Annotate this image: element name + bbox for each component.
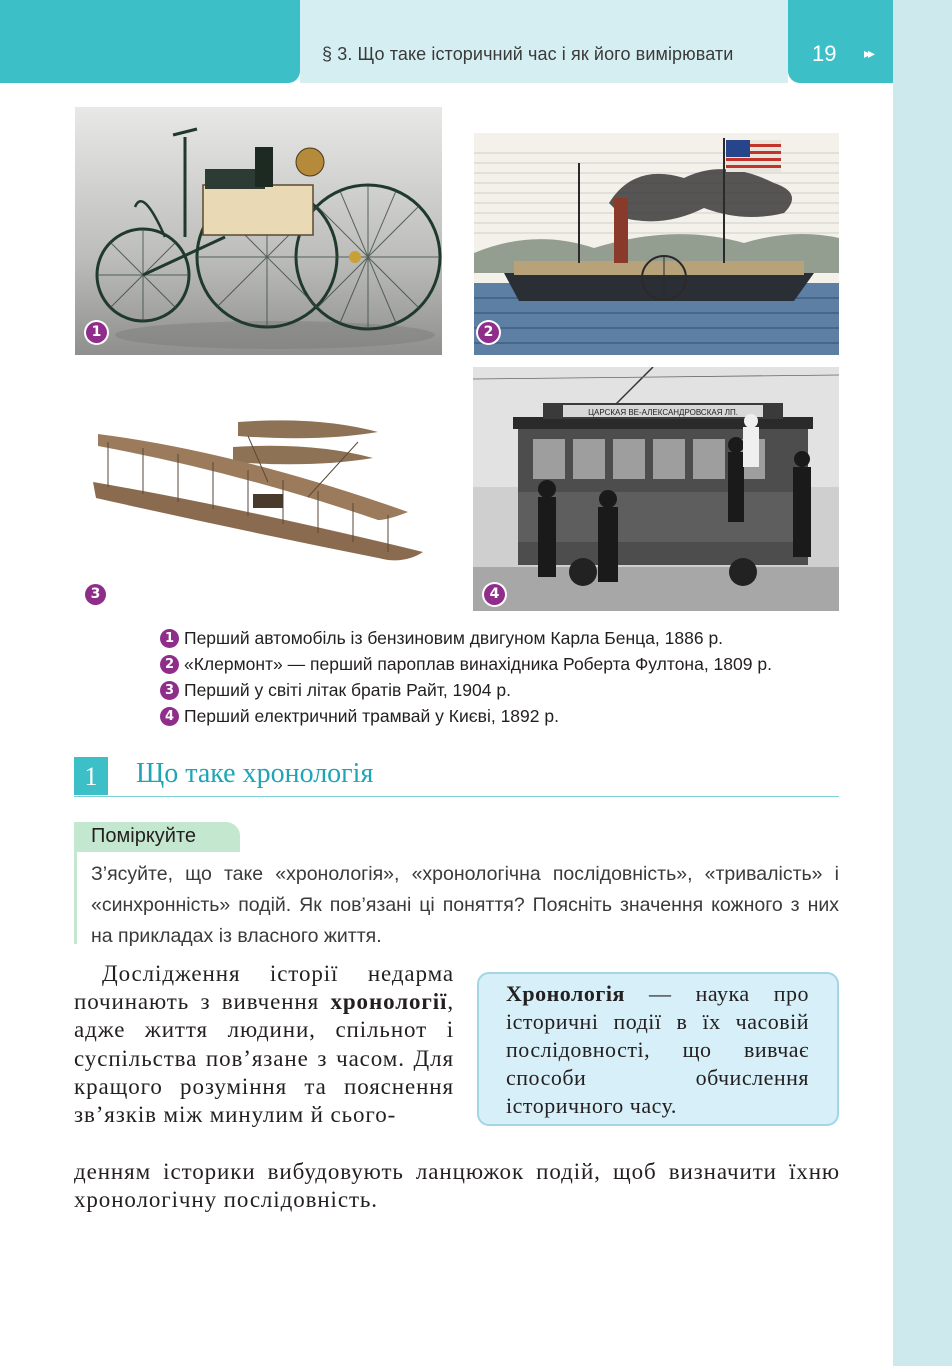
body-text-start: Дослідження історії недарма починають з вивчення	[74, 961, 454, 1015]
photo-captions	[160, 625, 850, 729]
photo-number-3: 3	[85, 584, 106, 605]
photo-clermont-steamboat	[474, 133, 839, 355]
body-term-chronology: хронології	[330, 989, 448, 1015]
page-number-block	[788, 0, 893, 83]
definition-text	[506, 980, 809, 1120]
photo-benz-car	[75, 107, 442, 355]
photo-number-2: 2	[478, 322, 499, 343]
caption-number-3: 3	[160, 681, 179, 700]
tram-sign-text: ЦАРСКАЯ ВЕ-АЛЕКСАНДРОВСКАЯ ЛП.	[588, 408, 738, 417]
caption-text-1: Перший автомобіль із бензиновим двигуном Карла Бенца, 1886 р.	[184, 627, 724, 648]
think-question-text: З’ясуйте, що таке «хронологія», «хронологічна послідовність», «тривалість» і «синхронність» подій. Як пов’язані ці поняття? Поясніть значення кожного з них на прикладах із власного життя.	[91, 863, 839, 947]
next-arrows-icon: ▸▸	[864, 45, 873, 61]
caption-text-2: «Клермонт» — перший пароплав винахідника Роберта Фултона, 1809 р.	[184, 653, 772, 674]
photo-number-4: 4	[484, 584, 505, 605]
side-strip	[893, 0, 952, 1366]
definition-body: — наука про історичні події в їх часовій послідовності, що вивчає способи обчислення історичного часу.	[506, 981, 809, 1118]
body-paragraph-end	[74, 1158, 840, 1214]
photo-wright-airplane	[88, 412, 428, 567]
caption-text-3: Перший у світі літак братів Райт, 1904 р.	[184, 679, 511, 700]
header-accent-block	[0, 0, 300, 83]
caption-4	[160, 703, 850, 729]
definition-term: Хронологія	[506, 981, 625, 1006]
running-header-title: § 3. Що таке історичний час і як його вимірювати	[322, 44, 734, 64]
section-number: 1	[74, 757, 108, 795]
caption-text-4: Перший електричний трамвай у Києві, 1892 р.	[184, 705, 559, 726]
caption-number-1: 1	[160, 629, 179, 648]
photo-number-1: 1	[86, 322, 107, 343]
think-label: Поміркуйте	[91, 825, 197, 847]
header-bar	[300, 0, 788, 83]
section-divider	[74, 796, 839, 797]
caption-3	[160, 677, 850, 703]
caption-2	[160, 651, 850, 677]
think-side-bar	[74, 852, 77, 944]
caption-number-2: 2	[160, 655, 179, 674]
caption-1	[160, 625, 850, 651]
body-paragraph	[74, 960, 454, 1129]
body-text-end: денням історики вибудовують ланцюжок подій, щоб визначити їхню хронологічну послідовність.	[74, 1159, 840, 1213]
page-number: 19	[812, 41, 837, 66]
photo-kyiv-tram	[473, 367, 839, 611]
caption-number-4: 4	[160, 707, 179, 726]
body-text-rest: , адже життя людини, спільнот і суспільства пов’язане з часом. Для кращого розуміння та пояснення зв’язків між минулим й сього-	[74, 989, 454, 1128]
section-title: Що таке хронологія	[136, 758, 374, 789]
